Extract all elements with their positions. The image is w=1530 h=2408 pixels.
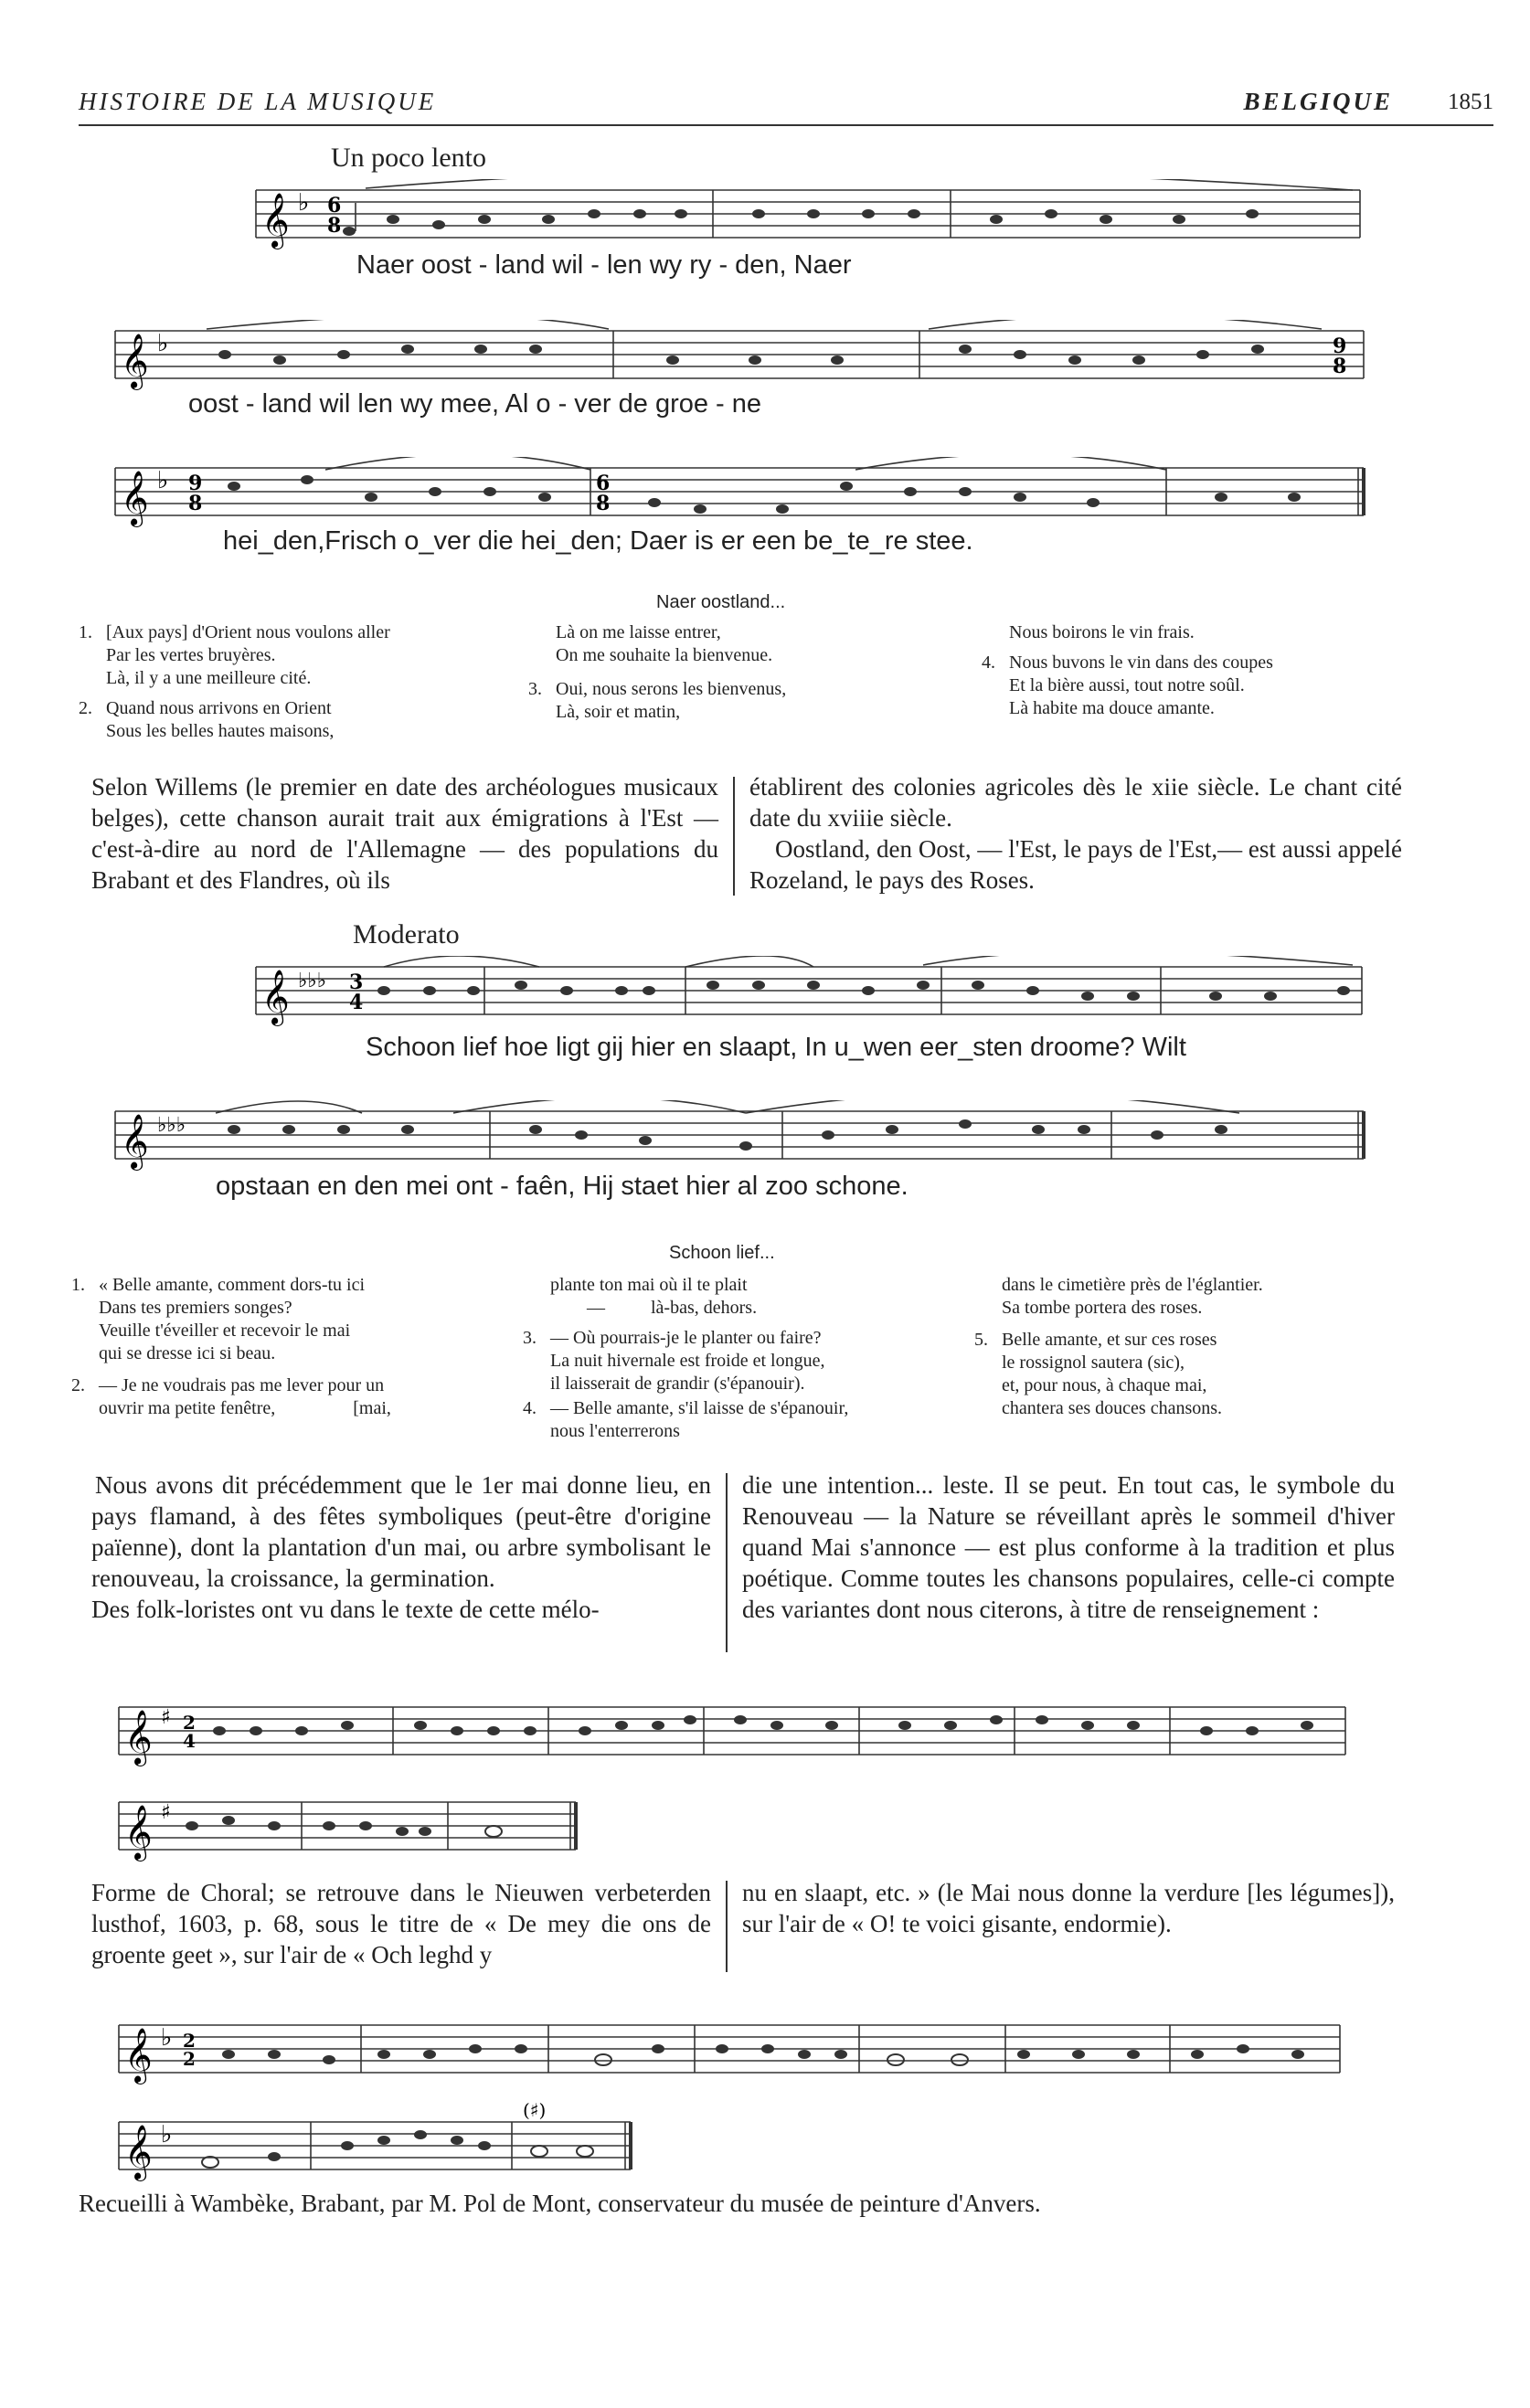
verse-number: 3. <box>528 679 542 699</box>
music-staff-5 <box>106 1100 1367 1173</box>
svg-text:𝄞: 𝄞 <box>124 1710 153 1765</box>
prose-paragraph: die une intention... leste. Il se peut. En tout cas, le symbole du Renouveau — la Nature se réveillant après le sommeil d'hiver quand Mai s'annonce — est plus conforme à la tradition et plus poétique. Comme toutes les chansons populaires, celle-ci compte des variantes dont nous citerons, à titre de renseignement : <box>742 1471 1395 1623</box>
svg-text:𝄞: 𝄞 <box>261 970 290 1024</box>
verse-column <box>79 621 526 743</box>
lyrics-line: Schoon lief hoe ligt gij hier en slaapt, In u_wen eer_sten droome? Wilt <box>366 1033 1186 1062</box>
svg-text:♭: ♭ <box>157 467 169 494</box>
lyrics-line: Naer oost - land wil - len wy ry - den, Naer <box>356 250 852 280</box>
column-divider <box>733 777 735 896</box>
svg-text:♭: ♭ <box>161 2024 173 2052</box>
music-staff-variant-1 <box>110 1696 1349 1769</box>
svg-text:9: 9 <box>188 472 203 495</box>
svg-text:6: 6 <box>596 472 611 495</box>
verse-line: Sous les belles hautes maisons, <box>106 721 335 741</box>
svg-text:♭: ♭ <box>157 330 169 357</box>
verse-line: — Où pourrais-je le planter ou faire? <box>550 1328 822 1348</box>
music-staff-2 <box>106 320 1367 393</box>
verse-line: [Aux pays] d'Orient nous voulons aller <box>106 622 390 642</box>
verse-line: nous l'enterrerons <box>550 1421 680 1441</box>
prose-paragraph: nu en slaapt, etc. » (le Mai nous donne la verdure [les légumes]), sur l'air de « O! te voici gisante, endormie). <box>742 1879 1395 1937</box>
header-rule <box>79 124 1493 126</box>
prose-paragraph: Forme de Choral; se retrouve dans le Nieuwen verbeterden lusthof, 1603, p. 68, sous le titre de « De mey die ons de groente geet », sur l'air de « Och leghd y <box>91 1879 711 1968</box>
verse-line: Là on me laisse entrer, <box>556 622 721 642</box>
source-note: Recueilli à Wambèke, Brabant, par M. Pol de Mont, conservateur du musée de peinture d'Anvers. <box>79 2190 1041 2217</box>
svg-text:4: 4 <box>349 991 364 1014</box>
page-number: 1851 <box>1448 90 1493 114</box>
lyrics-line: oost - land wil len wy mee, Al o - ver de groe - ne <box>188 389 762 419</box>
verse-column <box>523 1274 952 1443</box>
svg-text:𝄞: 𝄞 <box>261 193 290 248</box>
verse-column <box>982 621 1448 720</box>
svg-text:4: 4 <box>183 1730 196 1752</box>
svg-text:2: 2 <box>183 2048 196 2070</box>
svg-text:2: 2 <box>183 1712 196 1734</box>
verse-number: 5. <box>974 1330 988 1350</box>
verse-number: 4. <box>523 1398 537 1418</box>
verse-line: — Je ne voudrais pas me lever pour un <box>99 1375 385 1395</box>
verse-column <box>71 1274 501 1420</box>
verse-column <box>974 1274 1422 1420</box>
column-divider <box>726 1473 728 1652</box>
svg-text:𝄞: 𝄞 <box>124 1805 153 1860</box>
verse-line: Nous buvons le vin dans des coupes <box>1009 652 1273 673</box>
verse-line: Sa tombe portera des roses. <box>1002 1298 1203 1318</box>
svg-text:𝄞: 𝄞 <box>121 334 149 388</box>
verse-line: — là-bas, dehors. <box>550 1298 758 1318</box>
verse-number: 2. <box>71 1375 85 1395</box>
verse-line: Là, il y a une meilleure cité. <box>106 668 312 688</box>
translation-title: Schoon lief... <box>669 1243 775 1263</box>
svg-text:♯: ♯ <box>161 1706 171 1729</box>
music-staff-variant-2 <box>110 1791 585 1864</box>
prose-paragraph: Oostland, den Oost, — l'Est, le pays de l'Est,— est aussi appelé Rozeland, le pays des Roses. <box>749 835 1402 894</box>
column-divider <box>726 1881 728 1972</box>
verse-number: 1. <box>79 622 92 642</box>
verse-line: On me souhaite la bienvenue. <box>556 645 773 665</box>
verse <box>71 1374 501 1420</box>
svg-text:9: 9 <box>1333 334 1347 358</box>
svg-text:8: 8 <box>188 492 203 515</box>
prose-column <box>91 1469 711 1625</box>
verse <box>79 697 526 743</box>
svg-text:♭♭♭: ♭♭♭ <box>298 970 327 992</box>
svg-text:♭: ♭ <box>298 189 310 217</box>
verse-line: qui se dresse ici si beau. <box>99 1343 276 1363</box>
music-staff-variant-4 <box>110 2102 640 2184</box>
verse-line: La nuit hivernale est froide et longue, <box>550 1351 825 1371</box>
running-header-title: HISTOIRE DE LA MUSIQUE <box>79 88 437 115</box>
prose-paragraph: Selon Willems (le premier en date des archéologues musicaux belges), cette chanson aurait trait aux émigrations à l'Est — c'est-à-dire au nord de l'Allemagne — des populations du Brabant et des Flandres, où ils <box>91 773 718 894</box>
lyrics-line: hei_den,Frisch o_ver die hei_den; Daer is er een be_te_re stee. <box>223 526 973 556</box>
prose-paragraph: Des folk-loristes ont vu dans le texte de cette mélo- <box>91 1596 600 1623</box>
svg-text:𝄞: 𝄞 <box>124 2028 153 2083</box>
music-staff-3 <box>106 457 1367 530</box>
verse <box>1002 1274 1422 1320</box>
lyrics-line: opstaan en den mei ont - faên, Hij staet hier al zoo schone. <box>216 1172 908 1201</box>
verse-line: Veuille t'éveiller et recevoir le mai <box>99 1321 351 1341</box>
svg-text:(♯): (♯) <box>523 2102 547 2121</box>
verse-line: chantera ses douces chansons. <box>1002 1398 1223 1418</box>
verse-number: 2. <box>79 698 92 718</box>
verse-line: Là habite ma douce amante. <box>1009 698 1215 718</box>
running-header-country: BELGIQUE <box>1243 88 1393 115</box>
svg-text:𝄞: 𝄞 <box>121 471 149 525</box>
verse <box>528 678 940 724</box>
verse <box>982 652 1448 720</box>
verse-line: — Belle amante, s'il laisse de s'épanouir, <box>550 1398 849 1418</box>
svg-text:8: 8 <box>596 492 611 515</box>
verse-line: plante ton mai où il te plait <box>550 1275 748 1295</box>
svg-text:6: 6 <box>327 194 342 217</box>
verse <box>1009 621 1448 644</box>
verse-line: Par les vertes bruyères. <box>106 645 276 665</box>
verse <box>523 1397 952 1443</box>
music-staff-variant-3 <box>110 2014 1344 2087</box>
svg-text:𝄞: 𝄞 <box>121 1114 149 1169</box>
verse-line: Dans tes premiers songes? <box>99 1298 292 1318</box>
svg-text:𝄞: 𝄞 <box>124 2125 153 2180</box>
svg-text:♯: ♯ <box>161 1801 171 1824</box>
svg-text:♭: ♭ <box>161 2121 173 2148</box>
verse-number: 1. <box>71 1275 85 1295</box>
music-staff-4 <box>247 956 1365 1029</box>
verse <box>523 1327 952 1395</box>
verse-column <box>528 621 940 724</box>
svg-text:8: 8 <box>327 214 342 238</box>
svg-text:2: 2 <box>183 2030 196 2052</box>
svg-text:8: 8 <box>1333 355 1347 378</box>
verse-line: et, pour nous, à chaque mai, <box>1002 1375 1207 1395</box>
tempo-marking: Un poco lento <box>331 143 486 173</box>
verse-line: Oui, nous serons les bienvenus, <box>556 679 787 699</box>
prose-paragraph: établirent des colonies agricoles dès le xiie siècle. Le chant cité date du xviiie siècle. <box>749 773 1402 832</box>
verse-line: Et la bière aussi, tout notre soûl. <box>1009 675 1245 695</box>
verse-line: ouvrir ma petite fenêtre, [mai, <box>99 1398 391 1418</box>
verse-number: 4. <box>982 652 995 673</box>
verse-line: le rossignol sautera (sic), <box>1002 1353 1185 1373</box>
music-staff-1 <box>247 179 1362 252</box>
verse-line: dans le cimetière près de l'églantier. <box>1002 1275 1263 1295</box>
svg-text:♭♭♭: ♭♭♭ <box>157 1114 186 1137</box>
verse-line: Nous boirons le vin frais. <box>1009 622 1195 642</box>
verse <box>79 621 526 690</box>
translation-title: Naer oostland... <box>656 592 786 612</box>
verse-line: Là, soir et matin, <box>556 702 681 722</box>
verse <box>71 1274 501 1365</box>
prose-paragraph: Nous avons dit précédemment que le 1er mai donne lieu, en pays flamand, à des fêtes symboliques (peut-être d'origine païenne), dont la plantation d'un mai, ou arbre symbolisant le renouveau, la croissance, la germination. <box>91 1471 711 1592</box>
verse-number: 3. <box>523 1328 537 1348</box>
svg-text:3: 3 <box>349 971 364 994</box>
verse <box>974 1329 1422 1420</box>
verse-line: « Belle amante, comment dors-tu ici <box>99 1275 366 1295</box>
verse-line: il laisserait de grandir (s'épanouir). <box>550 1374 805 1394</box>
verse-line: Quand nous arrivons en Orient <box>106 698 332 718</box>
verse <box>550 1274 952 1320</box>
prose-column <box>749 771 1402 896</box>
verse-line: Belle amante, et sur ces roses <box>1002 1330 1217 1350</box>
tempo-marking: Moderato <box>353 919 460 949</box>
verse <box>556 621 940 667</box>
